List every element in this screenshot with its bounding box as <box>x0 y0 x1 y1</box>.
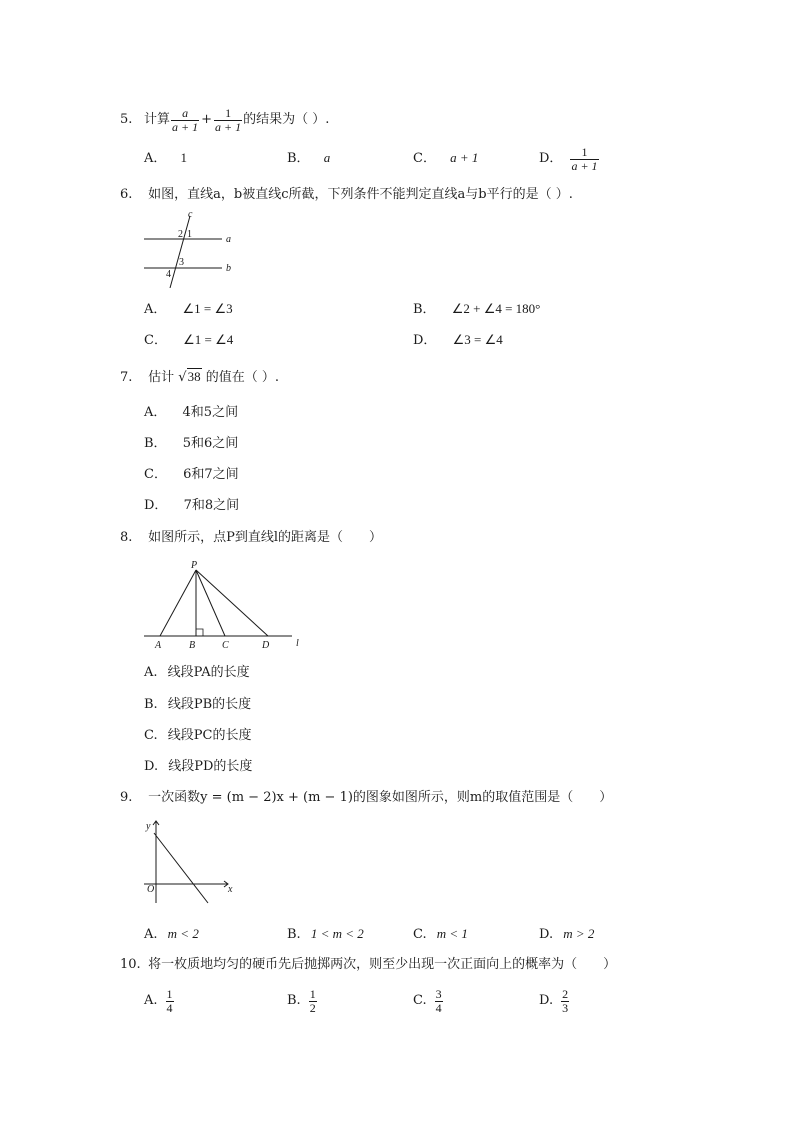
option-a[interactable]: A. m < 2 <box>144 926 199 942</box>
sqrt-radicand: 38 <box>187 369 201 384</box>
question-number: 10. <box>120 957 141 972</box>
label-a: A <box>155 640 162 651</box>
label-c: C <box>222 640 229 651</box>
option-d[interactable]: D. 线段PD的长度 <box>144 759 253 774</box>
option-d[interactable]: D． 7和8之间 <box>144 498 240 513</box>
question-number: 9. <box>120 790 133 805</box>
label-y: y <box>146 821 151 832</box>
fraction: $\frac{1}{4}$ <box>166 986 173 1015</box>
question-number: 5. <box>120 112 133 127</box>
option-d[interactable]: D． ∠3 = ∠4 <box>413 332 503 348</box>
option-b[interactable]: B． a <box>287 150 331 166</box>
segment-pa <box>160 570 196 636</box>
sqrt-sign: √ <box>178 370 187 385</box>
label-b: b <box>226 263 231 274</box>
fraction: $\frac{3}{4}$ <box>435 986 442 1015</box>
label-a: a <box>226 234 231 245</box>
question-stem: 一次函数y = (m − 2)x + (m − 1)的图象如图所示，则m的取值范围是（ ） <box>148 790 613 805</box>
question-stem-suffix: 的值在（ ）. <box>205 370 279 385</box>
segment-pd <box>196 570 268 636</box>
label-p: P <box>191 560 198 571</box>
option-b[interactable]: B． ∠2 + ∠4 = 180° <box>413 301 541 317</box>
right-angle-mark <box>196 629 203 636</box>
question-stem-suffix: 的结果为（ ）. <box>243 112 330 127</box>
option-b[interactable]: B． 5和6之间 <box>144 436 239 451</box>
segment-pc <box>196 570 225 636</box>
option-a[interactable]: A. 线段PA的长度 <box>144 665 250 680</box>
question-5 <box>120 100 329 140</box>
option-d[interactable]: D. $\frac{2}{3}$ <box>539 986 569 1015</box>
question-number: 6. <box>120 187 133 202</box>
question-stem: 如图，直线a，b被直线c所截，下列条件不能判定直线a与b平行的是（ ）. <box>148 187 573 202</box>
function-line <box>154 833 208 903</box>
option-c[interactable]: C. $\frac{3}{4}$ <box>413 986 442 1015</box>
parallel-lines-figure <box>138 208 248 288</box>
question-7 <box>120 368 279 386</box>
option-b[interactable]: B. 线段PB的长度 <box>144 697 252 712</box>
option-c[interactable]: C. 线段PC的长度 <box>144 728 252 743</box>
option-c[interactable]: C． 6和7之间 <box>144 467 239 482</box>
question-10 <box>120 957 616 973</box>
label-angle-4: 4 <box>166 269 171 280</box>
option-b[interactable]: B. $\frac{1}{2}$ <box>287 986 316 1015</box>
label-origin: O <box>147 884 155 895</box>
question-number: 7. <box>120 370 133 385</box>
fraction: $\frac{1}{2}$ <box>309 986 316 1015</box>
question-9 <box>120 790 612 806</box>
question-stem: 将一枚质地均匀的硬币先后抛掷两次，则至少出现一次正面向上的概率为（ ） <box>148 957 617 972</box>
label-angle-1: 1 <box>187 229 192 240</box>
option-a[interactable]: A． ∠1 = ∠3 <box>144 301 233 317</box>
linear-function-graph <box>140 815 240 910</box>
option-c[interactable]: C. m < 1 <box>413 926 468 942</box>
label-b: B <box>189 640 196 651</box>
label-x: x <box>228 884 233 895</box>
question-stem-prefix: 计算 <box>144 112 171 127</box>
option-d[interactable]: D． $\frac{1}{a + 1}$ <box>539 144 598 173</box>
question-stem: 如图所示，点P到直线l的距离是（ ） <box>148 530 383 545</box>
label-d: D <box>262 640 270 651</box>
question-number: 8. <box>120 530 133 545</box>
option-a[interactable]: A． 1 <box>144 150 188 166</box>
question-6 <box>120 187 573 203</box>
question-8 <box>120 530 382 546</box>
label-angle-2: 2 <box>178 229 183 240</box>
line-c <box>170 216 190 288</box>
label-angle-3: 3 <box>179 257 184 268</box>
fraction: $\frac{2}{3}$ <box>562 986 569 1015</box>
plus-sign: + <box>201 112 213 127</box>
question-stem-prefix: 估计 <box>148 370 175 385</box>
fraction: $\frac{a}{a + 1}$ <box>172 105 199 134</box>
option-d[interactable]: D. m > 2 <box>539 926 595 942</box>
label-l: l <box>296 638 299 649</box>
option-a[interactable]: A． 4和5之间 <box>144 405 239 420</box>
fraction: $\frac{1}{a + 1}$ <box>215 105 242 134</box>
label-c: c <box>188 209 193 220</box>
option-b[interactable]: B. 1 < m < 2 <box>287 926 364 942</box>
option-c[interactable]: C． ∠1 = ∠4 <box>144 332 234 348</box>
option-a[interactable]: A. $\frac{1}{4}$ <box>144 986 173 1015</box>
fraction: $\frac{1}{a + 1}$ <box>571 144 598 173</box>
option-c[interactable]: C． a + 1 <box>413 150 479 166</box>
point-line-distance-figure <box>140 558 310 653</box>
